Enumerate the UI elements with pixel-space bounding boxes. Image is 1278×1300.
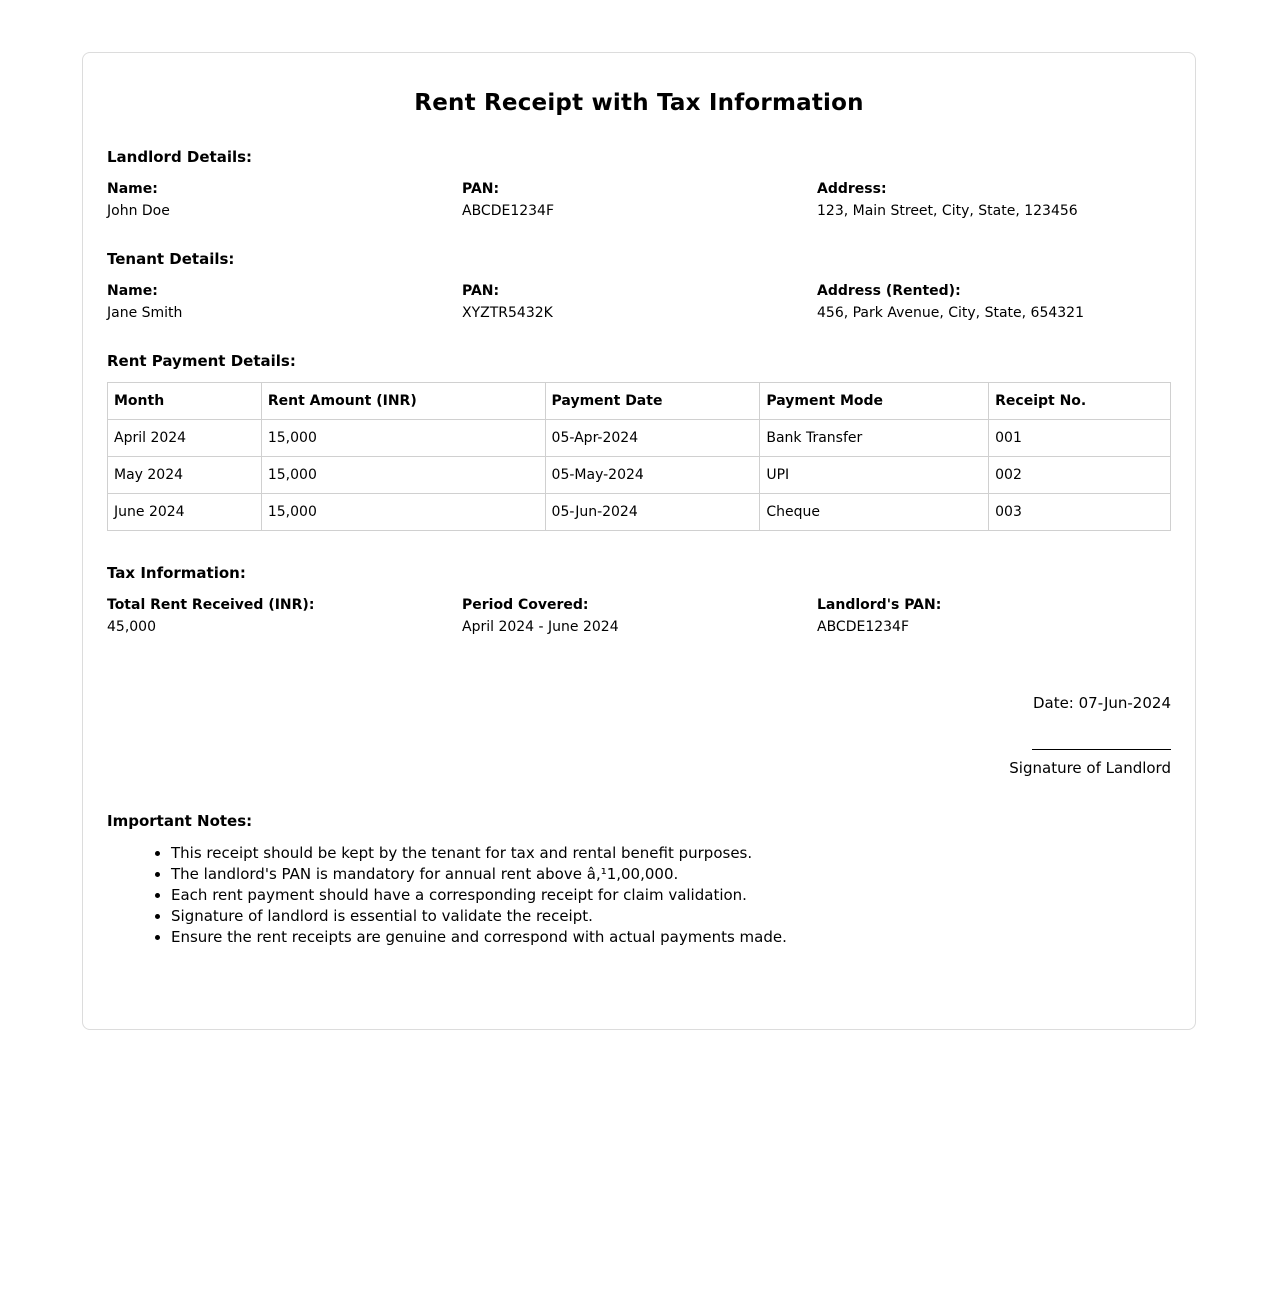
receipt-card [82,52,1196,1030]
period-covered-label: Period Covered: [462,597,589,613]
tenant-name-field [107,280,462,324]
page-title: Rent Receipt with Tax Information [414,90,864,116]
landlord-name-value: John Doe [107,203,170,219]
total-rent-label: Total Rent Received (INR): [107,597,315,613]
notes-section [107,811,1171,948]
cell-payment-mode: Cheque [760,494,989,531]
tenant-pan-field [462,280,817,324]
tenant-address-value: 456, Park Avenue, City, State, 654321 [817,305,1084,321]
cell-payment-mode: UPI [760,457,989,494]
table-header-row [108,383,1171,420]
tenant-address-label: Address (Rented): [817,283,961,299]
column-header-rent-amount: Rent Amount (INR) [261,383,545,420]
landlord-pan-tax-label: Landlord's PAN: [817,597,942,613]
payments-section [107,351,1171,531]
cell-payment-date: 05-Apr-2024 [545,420,760,457]
signature-label: Signature of Landlord [1009,759,1171,777]
landlord-pan-tax-value: ABCDE1234F [817,619,910,635]
list-item: • Each rent payment should have a corresponding receipt for claim validation. [171,885,1171,906]
tenant-name-label: Name: [107,283,158,299]
cell-receipt-no: 001 [989,420,1171,457]
cell-payment-mode: Bank Transfer [760,420,989,457]
signature-line [1032,749,1171,750]
landlord-pan-label: PAN: [462,181,500,197]
cell-rent-amount: 15,000 [261,420,545,457]
cell-rent-amount: 15,000 [261,457,545,494]
landlord-address-label: Address: [817,181,887,197]
cell-month: April 2024 [108,420,262,457]
total-rent-field [107,594,462,638]
cell-month: June 2024 [108,494,262,531]
tenant-name-value: Jane Smith [107,305,183,321]
landlord-heading: Landlord Details: [107,148,253,166]
cell-payment-date: 05-Jun-2024 [545,494,760,531]
table-row [108,420,1171,457]
landlord-pan-value: ABCDE1234F [462,203,555,219]
signature-block [107,734,1171,779]
period-covered-value: April 2024 - June 2024 [462,619,619,635]
column-header-payment-mode: Payment Mode [760,383,989,420]
column-header-receipt-no: Receipt No. [989,383,1171,420]
notes-list [107,843,1171,948]
period-covered-field [462,594,817,638]
table-row [108,457,1171,494]
notes-heading: Important Notes: [107,812,253,830]
cell-receipt-no: 002 [989,457,1171,494]
landlord-pan-field [462,178,817,222]
cell-receipt-no: 003 [989,494,1171,531]
list-item: • Signature of landlord is essential to validate the receipt. [171,906,1171,927]
column-header-month: Month [108,383,262,420]
landlord-address-field [817,178,1171,222]
table-row [108,494,1171,531]
column-header-payment-date: Payment Date [545,383,760,420]
landlord-section [107,147,1171,222]
cell-rent-amount: 15,000 [261,494,545,531]
cell-month: May 2024 [108,457,262,494]
payments-heading: Rent Payment Details: [107,352,296,370]
list-item: • This receipt should be kept by the tenant for tax and rental benefit purposes. [171,843,1171,864]
tenant-section [107,249,1171,324]
tenant-pan-label: PAN: [462,283,500,299]
list-item: • The landlord's PAN is mandatory for annual rent above â‚¹1,00,000. [171,864,1171,885]
list-item: • Ensure the rent receipts are genuine and correspond with actual payments made. [171,927,1171,948]
landlord-pan-tax-field [817,594,1171,638]
tenant-pan-value: XYZTR5432K [462,305,553,321]
landlord-name-field [107,178,462,222]
rent-payment-table [107,382,1171,531]
tax-heading: Tax Information: [107,564,246,582]
tax-section [107,563,1171,638]
cell-payment-date: 05-May-2024 [545,457,760,494]
tenant-address-field [817,280,1171,324]
landlord-name-label: Name: [107,181,158,197]
receipt-date: Date: 07-Jun-2024 [1032,694,1171,712]
landlord-address-value: 123, Main Street, City, State, 123456 [817,203,1078,219]
tenant-heading: Tenant Details: [107,250,235,268]
total-rent-value: 45,000 [107,619,156,635]
